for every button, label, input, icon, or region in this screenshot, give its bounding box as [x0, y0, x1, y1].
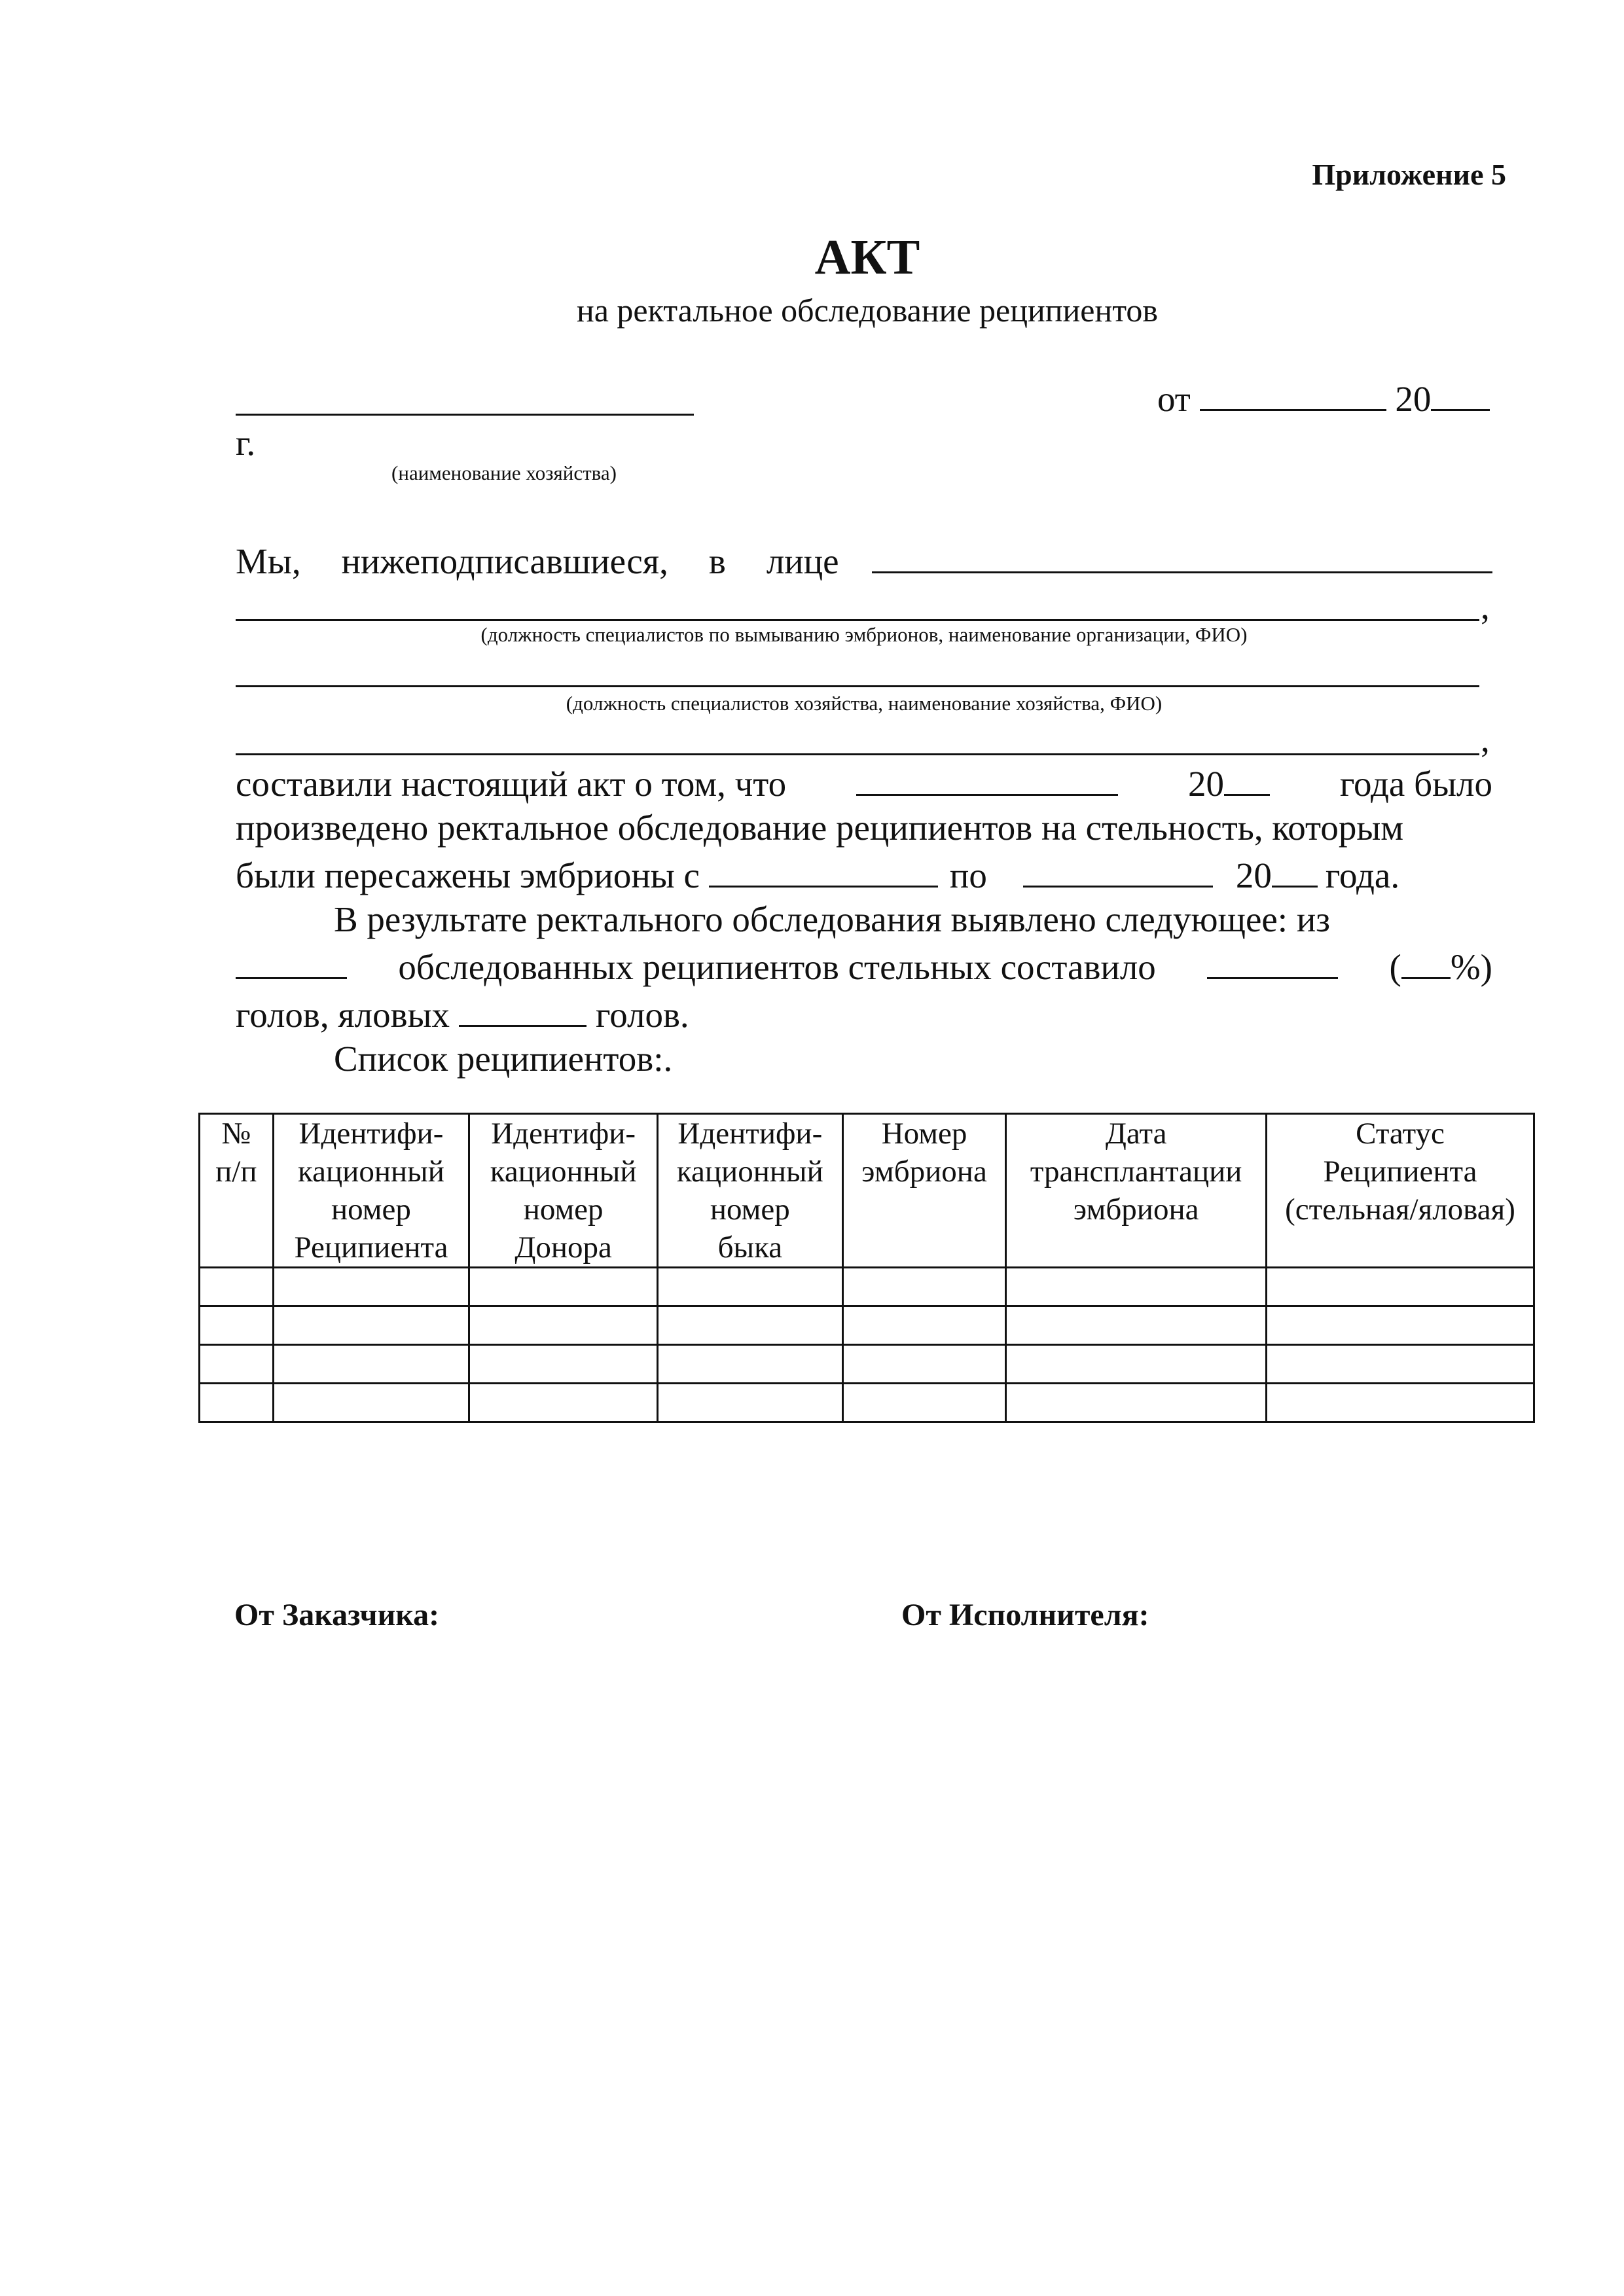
intro-word-1: Мы,	[236, 541, 301, 581]
col-header-transplant-date: Дата трансплантации эмбриона	[1006, 1114, 1267, 1268]
recipients-table	[198, 1113, 1535, 1423]
para1-line1-end: года было	[1339, 764, 1492, 804]
table-cell[interactable]	[1006, 1268, 1267, 1306]
col-header-recipient-status: Статус Реципиента (стельная/яловая)	[1266, 1114, 1534, 1268]
para2-line2-mid: обследованных реципиентов стельных составило	[398, 947, 1156, 987]
col-header-donor-id: Идентифи- кационный номер Донора	[469, 1114, 658, 1268]
table-cell[interactable]	[200, 1345, 274, 1384]
para2-line3-end: голов.	[596, 995, 689, 1035]
col-header-recipient-id: Идентифи- кационный номер Реципиента	[273, 1114, 469, 1268]
para1-line3-to: по	[949, 855, 987, 895]
table-cell[interactable]	[469, 1384, 658, 1422]
signature-customer: От Заказчика:	[234, 1598, 440, 1632]
table-cell[interactable]	[200, 1306, 274, 1345]
table-cell[interactable]	[273, 1384, 469, 1422]
para2-line-1	[236, 897, 1492, 941]
specialists-caption: (должность специалистов по вымыванию эмбрионов, наименование организации, ФИО)	[480, 623, 1248, 646]
table-cell[interactable]	[1266, 1384, 1534, 1422]
para1-year-blank[interactable]	[1224, 758, 1270, 796]
farm-specialists-caption: (должность специалистов хозяйства, наименование хозяйства, ФИО)	[566, 692, 1163, 715]
table-row	[200, 1384, 1534, 1422]
transfer-from-blank[interactable]	[709, 850, 938, 888]
table-cell[interactable]	[657, 1306, 842, 1345]
para1-line-2	[236, 806, 1492, 850]
para2-line-3	[236, 989, 1492, 1037]
para2-pct-open: (	[1389, 947, 1401, 987]
comma-2: ,	[1481, 719, 1490, 759]
table-row	[200, 1268, 1534, 1306]
table-cell[interactable]	[469, 1306, 658, 1345]
table-cell[interactable]	[273, 1268, 469, 1306]
table-cell[interactable]	[469, 1345, 658, 1384]
table-cell[interactable]	[842, 1345, 1006, 1384]
farm-name-caption: (наименование хозяйства)	[391, 461, 617, 484]
table-cell[interactable]	[200, 1384, 274, 1422]
table-cell[interactable]	[1266, 1345, 1534, 1384]
para2-line1: В результате ректального обследования выявлено следующее: из	[334, 899, 1330, 939]
table-cell[interactable]	[657, 1345, 842, 1384]
document-title: АКТ	[814, 230, 920, 285]
examination-date-blank[interactable]	[856, 758, 1118, 796]
examined-count-blank[interactable]	[236, 941, 347, 979]
para2-pct-close: %)	[1450, 947, 1492, 987]
annex-label: Приложение 5	[1312, 158, 1506, 191]
table-cell[interactable]	[200, 1268, 274, 1306]
intro-word-2: нижеподписавшиеся,	[341, 541, 668, 581]
paragraph-act	[236, 758, 1492, 1081]
col-header-embryo-number: Номер эмбриона	[842, 1114, 1006, 1268]
table-cell[interactable]	[273, 1306, 469, 1345]
intro-line	[236, 535, 1492, 582]
para1-line-1	[236, 758, 1492, 806]
para2-line-2	[236, 941, 1492, 989]
para1-line1-start: составили настоящий акт о том, что	[236, 764, 787, 804]
table-cell[interactable]	[1266, 1306, 1534, 1345]
table-cell[interactable]	[469, 1268, 658, 1306]
recipients-list-label: Список реципиентов:.	[334, 1039, 673, 1079]
persons-blank-2[interactable]	[236, 619, 1479, 621]
table-cell[interactable]	[842, 1306, 1006, 1345]
table-header-row	[200, 1114, 1534, 1268]
table-row	[200, 1345, 1534, 1384]
table-cell[interactable]	[842, 1268, 1006, 1306]
para1-line3-year: 20	[1235, 855, 1272, 895]
table-cell[interactable]	[1006, 1384, 1267, 1422]
comma-1: ,	[1481, 586, 1490, 626]
pregnant-count-blank[interactable]	[1207, 941, 1338, 979]
para1-line3-end: года.	[1325, 855, 1400, 895]
pregnant-percent-blank[interactable]	[1401, 941, 1451, 979]
table-cell[interactable]	[657, 1268, 842, 1306]
table-row	[200, 1306, 1534, 1345]
transfer-year-blank[interactable]	[1272, 850, 1318, 888]
signature-contractor: От Исполнителя:	[901, 1598, 1149, 1632]
farm-name-line[interactable]	[236, 414, 694, 416]
para2-line3-start: голов, яловых	[236, 995, 450, 1035]
farm-specialists-blank-2[interactable]	[236, 753, 1479, 755]
intro-word-4: лице	[766, 541, 839, 581]
farm-specialists-blank-1[interactable]	[236, 685, 1479, 687]
table-cell[interactable]	[273, 1345, 469, 1384]
document-subtitle: на ректальное обследование реципиентов	[576, 292, 1159, 329]
date-from-label: от	[1157, 379, 1191, 419]
col-header-number: № п/п	[200, 1114, 274, 1268]
persons-blank-1[interactable]	[872, 535, 1492, 573]
transfer-to-blank[interactable]	[1023, 850, 1213, 888]
date-year-blank[interactable]	[1431, 373, 1490, 411]
para1-line2: произведено ректальное обследование реципиентов на стельность, которым	[236, 808, 1404, 848]
date-year-prefix: 20	[1395, 379, 1432, 419]
table-cell[interactable]	[657, 1384, 842, 1422]
table-cell[interactable]	[1266, 1268, 1534, 1306]
city-abbr: г.	[236, 423, 256, 463]
barren-count-blank[interactable]	[459, 989, 586, 1027]
table-cell[interactable]	[1006, 1306, 1267, 1345]
para1-line3-start: были пересажены эмбрионы с	[236, 855, 700, 895]
date-blank[interactable]	[1200, 373, 1386, 411]
intro-word-3: в	[708, 541, 726, 581]
para1-line-3	[236, 850, 1492, 897]
table-cell[interactable]	[1006, 1345, 1267, 1384]
para1-year: 20	[1187, 764, 1224, 804]
table-cell[interactable]	[842, 1384, 1006, 1422]
date-line	[1157, 373, 1490, 420]
col-header-bull-id: Идентифи- кационный номер быка	[657, 1114, 842, 1268]
